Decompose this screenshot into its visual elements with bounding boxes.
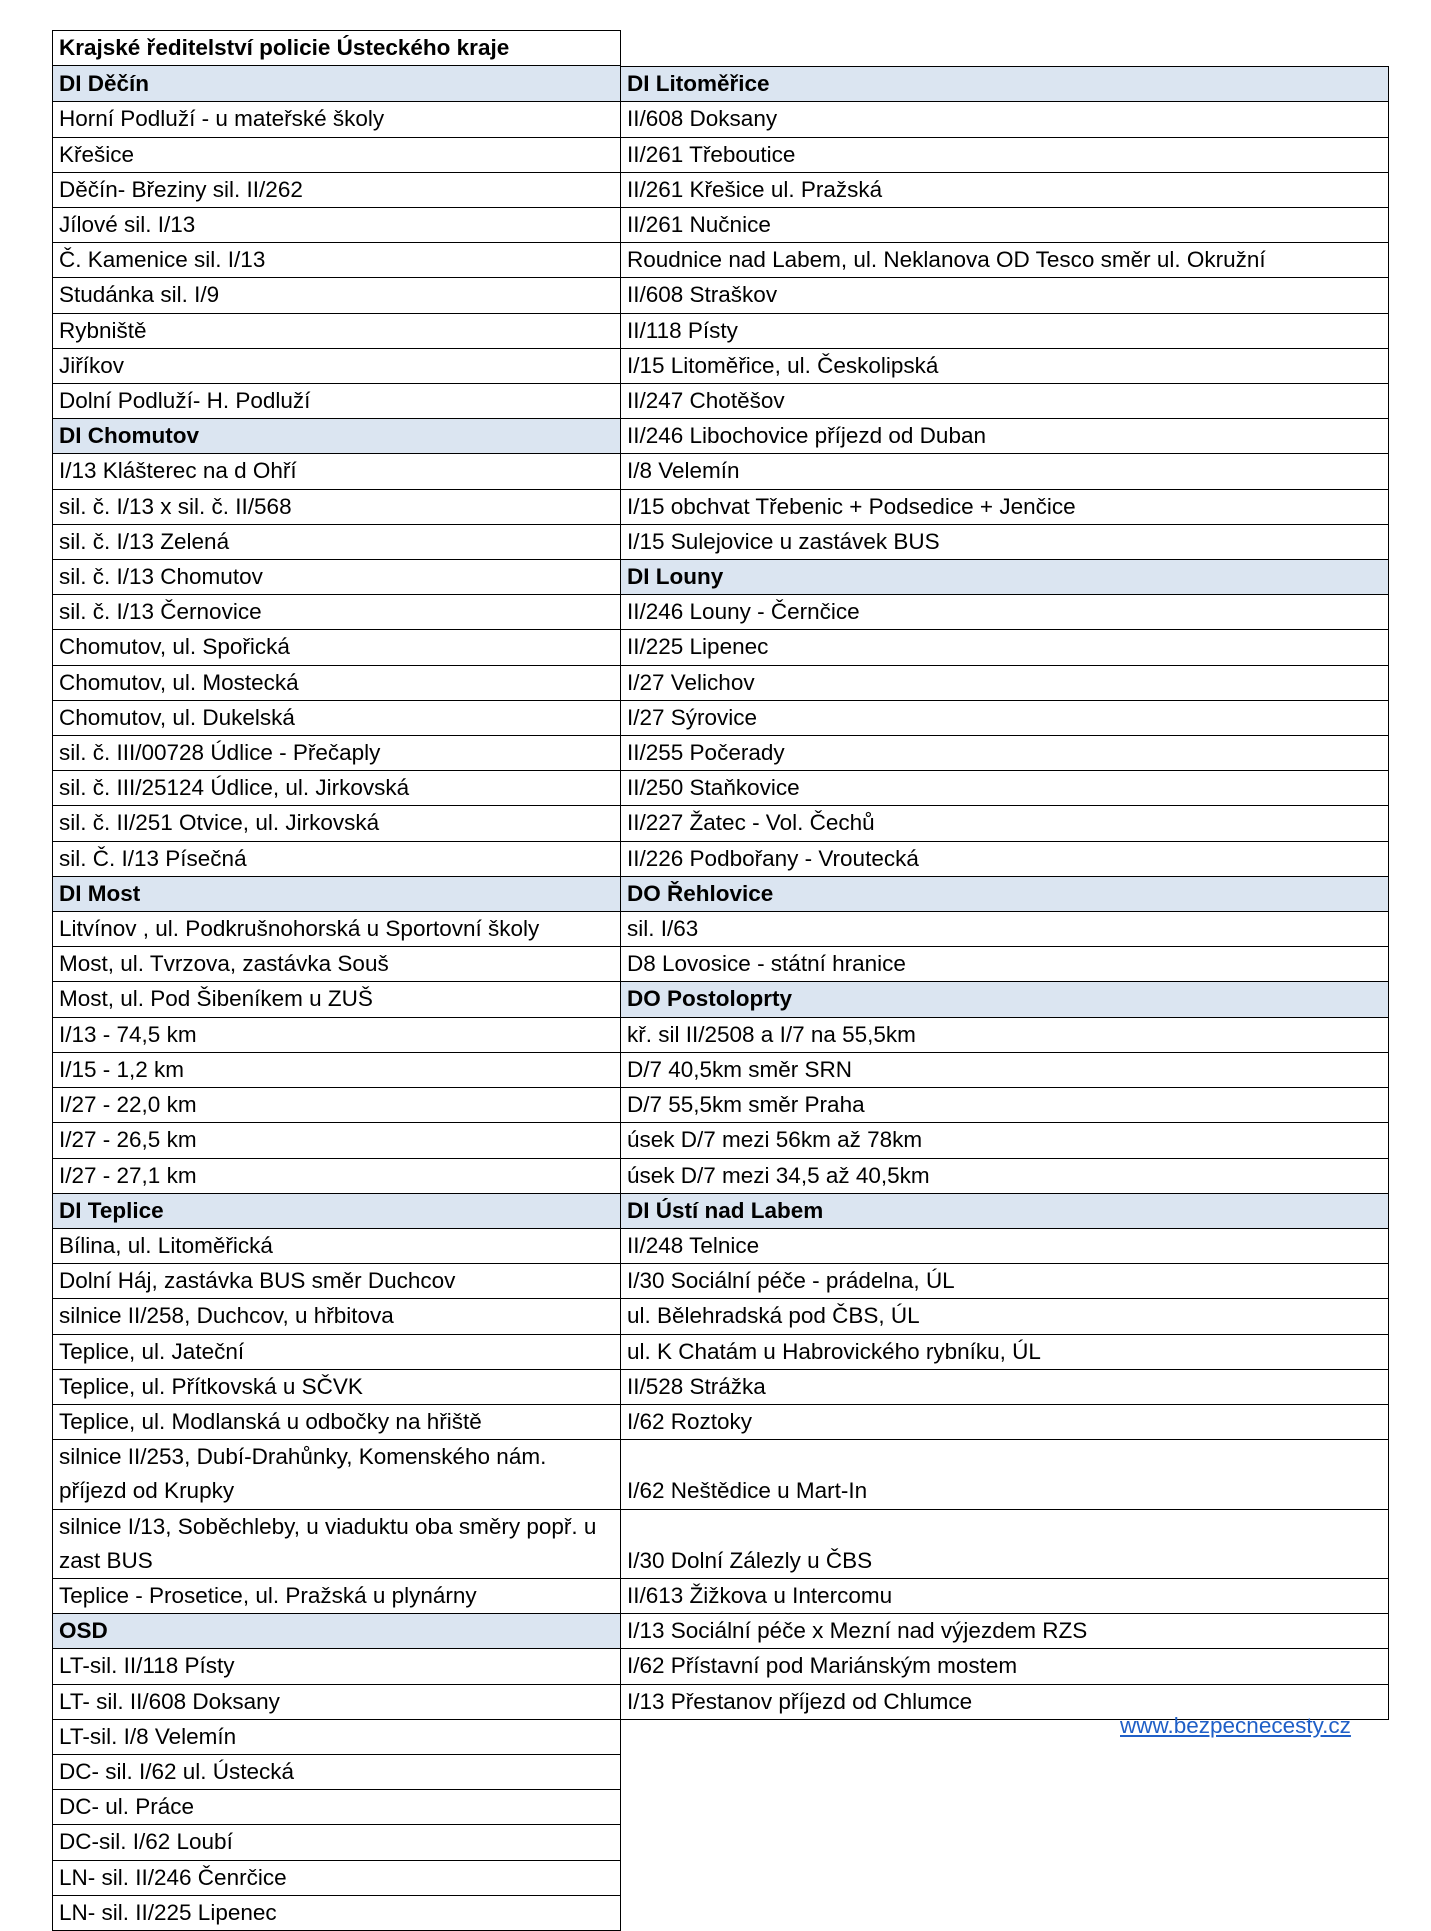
location-cell-right: D/7 55,5km směr Praha <box>621 1088 1389 1123</box>
table-row <box>52 982 1389 1017</box>
table-row <box>52 1755 1389 1790</box>
table-row <box>52 877 1389 912</box>
location-cell-left: Chomutov, ul. Spořická <box>52 630 621 665</box>
location-cell-right: II/248 Telnice <box>621 1229 1389 1264</box>
table-row <box>52 595 1389 630</box>
table-row <box>52 1896 1389 1931</box>
table-row <box>52 419 1389 454</box>
table-row <box>52 243 1389 278</box>
location-cell-right: II/225 Lipenec <box>621 630 1389 665</box>
location-cell-left: Č. Kamenice sil. I/13 <box>52 243 621 278</box>
table-row <box>52 1299 1389 1334</box>
location-cell-left: DC- ul. Práce <box>52 1790 621 1825</box>
location-cell-left: sil. č. I/13 Zelená <box>52 525 621 560</box>
table-row <box>52 138 1389 173</box>
location-cell-right: I/30 Dolní Zálezly u ČBS <box>621 1510 1389 1579</box>
location-cell-left: Chomutov, ul. Dukelská <box>52 701 621 736</box>
location-cell-right: I/15 obchvat Třebenic + Podsedice + Jenčice <box>621 490 1389 525</box>
location-cell-left: LN- sil. II/246 Čenrčice <box>52 1861 621 1896</box>
location-cell-right: II/613 Žižkova u Intercomu <box>621 1579 1389 1614</box>
table-row <box>52 1649 1389 1684</box>
location-cell-right: II/608 Doksany <box>621 102 1389 137</box>
location-cell-right: úsek D/7 mezi 34,5 až 40,5km <box>621 1159 1389 1194</box>
table-row <box>52 630 1389 665</box>
table-row <box>52 384 1389 419</box>
location-cell-left: sil. č. I/13 x sil. č. II/568 <box>52 490 621 525</box>
location-cell-left: I/15 - 1,2 km <box>52 1053 621 1088</box>
location-cell-left: Křešice <box>52 138 621 173</box>
district-header-left: DI Děčín <box>52 66 621 102</box>
police-locations-table <box>52 30 1389 1931</box>
table-row <box>52 947 1389 982</box>
location-cell-left: sil. č. I/13 Chomutov <box>52 560 621 595</box>
location-cell-left: Teplice, ul. Jateční <box>52 1335 621 1370</box>
location-cell-right: I/8 Velemín <box>621 454 1389 489</box>
location-cell-right: II/227 Žatec - Vol. Čechů <box>621 806 1389 841</box>
table-row <box>52 66 1389 102</box>
location-cell-right: ul. K Chatám u Habrovického rybníku, ÚL <box>621 1335 1389 1370</box>
location-cell-left: LT-sil. I/8 Velemín <box>52 1720 621 1755</box>
table-row <box>52 1790 1389 1825</box>
location-cell-right: II/226 Podbořany - Vroutecká <box>621 842 1389 877</box>
location-cell-right: II/528 Strážka <box>621 1370 1389 1405</box>
table-row <box>52 278 1389 313</box>
location-cell-right: II/608 Straškov <box>621 278 1389 313</box>
location-cell-right: I/62 Neštědice u Mart-In <box>621 1440 1389 1509</box>
district-header-left: DI Most <box>52 877 621 912</box>
table-row <box>52 490 1389 525</box>
location-cell-left: Dolní Háj, zastávka BUS směr Duchcov <box>52 1264 621 1299</box>
district-header-right: DO Postoloprty <box>621 982 1389 1017</box>
location-cell-left: Bílina, ul. Litoměřická <box>52 1229 621 1264</box>
table-row <box>52 1123 1389 1158</box>
location-cell-right: úsek D/7 mezi 56km až 78km <box>621 1123 1389 1158</box>
location-cell-right: II/261 Nučnice <box>621 208 1389 243</box>
table-title-row <box>52 30 1389 66</box>
table-row <box>52 314 1389 349</box>
district-header-right: DI Litoměřice <box>621 66 1389 102</box>
table-row <box>52 1335 1389 1370</box>
location-cell-left: silnice II/253, Dubí-Drahůnky, Komenského nám. příjezd od Krupky <box>52 1440 621 1509</box>
table-row <box>52 1194 1389 1229</box>
location-cell-left: Most, ul. Tvrzova, zastávka Souš <box>52 947 621 982</box>
district-header-left: DI Teplice <box>52 1194 621 1229</box>
location-cell-left: I/13 Klášterec na d Ohří <box>52 454 621 489</box>
location-cell-left: Teplice, ul. Modlanská u odbočky na hřiště <box>52 1405 621 1440</box>
location-cell-left: Jílové sil. I/13 <box>52 208 621 243</box>
location-cell-left: DC-sil. I/62 Loubí <box>52 1825 621 1860</box>
location-cell-left: sil. č. I/13 Černovice <box>52 595 621 630</box>
table-row <box>52 349 1389 384</box>
location-cell-left: silnice II/258, Duchcov, u hřbitova <box>52 1299 621 1334</box>
table-row <box>52 771 1389 806</box>
table-row <box>52 1440 1389 1509</box>
district-header-left: OSD <box>52 1614 621 1649</box>
location-cell-left: Most, ul. Pod Šibeníkem u ZUŠ <box>52 982 621 1017</box>
location-cell-right: I/15 Litoměřice, ul. Českolipská <box>621 349 1389 384</box>
table-row <box>52 525 1389 560</box>
empty-cell <box>621 1896 1389 1931</box>
location-cell-left: I/13 - 74,5 km <box>52 1018 621 1053</box>
location-cell-left: Teplice, ul. Přítkovská u SČVK <box>52 1370 621 1405</box>
location-cell-right: II/246 Libochovice příjezd od Duban <box>621 419 1389 454</box>
table-row <box>52 1370 1389 1405</box>
empty-cell <box>621 1825 1389 1860</box>
empty-cell <box>621 1790 1389 1825</box>
table-row <box>52 454 1389 489</box>
location-cell-left: Teplice - Prosetice, ul. Pražská u plynárny <box>52 1579 621 1614</box>
location-cell-right: II/255 Počerady <box>621 736 1389 771</box>
location-cell-right: I/62 Přístavní pod Mariánským mostem <box>621 1649 1389 1684</box>
table-row <box>52 173 1389 208</box>
location-cell-right: II/261 Třeboutice <box>621 138 1389 173</box>
location-cell-right: I/62 Roztoky <box>621 1405 1389 1440</box>
table-row <box>52 1088 1389 1123</box>
district-header-right: DI Ústí nad Labem <box>621 1194 1389 1229</box>
location-cell-left: I/27 - 22,0 km <box>52 1088 621 1123</box>
table-title: Krajské ředitelství policie Ústeckého kraje <box>52 30 621 66</box>
table-row <box>52 1614 1389 1649</box>
location-cell-left: Děčín- Březiny sil. II/262 <box>52 173 621 208</box>
location-cell-right: D/7 40,5km směr SRN <box>621 1053 1389 1088</box>
location-cell-left: Horní Podluží - u mateřské školy <box>52 102 621 137</box>
district-header-left: DI Chomutov <box>52 419 621 454</box>
table-row <box>52 736 1389 771</box>
location-cell-left: silnice I/13, Soběchleby, u viaduktu oba směry popř. u zast BUS <box>52 1510 621 1579</box>
location-cell-right: I/15 Sulejovice u zastávek BUS <box>621 525 1389 560</box>
location-cell-right: I/13 Přestanov příjezd od Chlumce <box>621 1685 1389 1720</box>
location-cell-left: sil. č. III/25124 Údlice, ul. Jirkovská <box>52 771 621 806</box>
table-body <box>52 66 1389 1931</box>
empty-cell <box>621 1755 1389 1790</box>
location-cell-left: sil. č. II/251 Otvice, ul. Jirkovská <box>52 806 621 841</box>
district-header-right: DO Řehlovice <box>621 877 1389 912</box>
location-cell-right: I/27 Sýrovice <box>621 701 1389 736</box>
location-cell-right: II/261 Křešice ul. Pražská <box>621 173 1389 208</box>
location-cell-left: I/27 - 27,1 km <box>52 1159 621 1194</box>
website-link[interactable]: www.bezpecnecesty.cz <box>1120 1713 1351 1738</box>
table-row <box>52 806 1389 841</box>
location-cell-right: II/247 Chotěšov <box>621 384 1389 419</box>
location-cell-left: Dolní Podluží- H. Podluží <box>52 384 621 419</box>
location-cell-left: I/27 - 26,5 km <box>52 1123 621 1158</box>
table-row <box>52 102 1389 137</box>
location-cell-left: Rybniště <box>52 314 621 349</box>
location-cell-right: I/27 Velichov <box>621 666 1389 701</box>
location-cell-left: LT- sil. II/608 Doksany <box>52 1685 621 1720</box>
table-row <box>52 1825 1389 1860</box>
location-cell-right: Roudnice nad Labem, ul. Neklanova OD Tesco směr ul. Okružní <box>621 243 1389 278</box>
empty-cell <box>621 1861 1389 1896</box>
table-row <box>52 1159 1389 1194</box>
table-row <box>52 1510 1389 1579</box>
location-cell-left: Jiříkov <box>52 349 621 384</box>
location-cell-left: Chomutov, ul. Mostecká <box>52 666 621 701</box>
district-header-right: DI Louny <box>621 560 1389 595</box>
table-row <box>52 1229 1389 1264</box>
location-cell-right: ul. Bělehradská pod ČBS, ÚL <box>621 1299 1389 1334</box>
table-row <box>52 1264 1389 1299</box>
table-row <box>52 1579 1389 1614</box>
table-row <box>52 701 1389 736</box>
location-cell-left: LN- sil. II/225 Lipenec <box>52 1896 621 1931</box>
table-row <box>52 1405 1389 1440</box>
location-cell-right: sil. I/63 <box>621 912 1389 947</box>
location-cell-right: D8 Lovosice - státní hranice <box>621 947 1389 982</box>
table-row <box>52 560 1389 595</box>
table-row <box>52 666 1389 701</box>
table-row <box>52 1861 1389 1896</box>
location-cell-left: Studánka sil. I/9 <box>52 278 621 313</box>
table-row <box>52 1053 1389 1088</box>
location-cell-left: DC- sil. I/62 ul. Ústecká <box>52 1755 621 1790</box>
location-cell-right: II/246 Louny - Černčice <box>621 595 1389 630</box>
location-cell-left: sil. Č. I/13 Písečná <box>52 842 621 877</box>
location-cell-right: II/118 Písty <box>621 314 1389 349</box>
location-cell-right: II/250 Staňkovice <box>621 771 1389 806</box>
table-row <box>52 912 1389 947</box>
table-row <box>52 1018 1389 1053</box>
location-cell-right: I/13 Sociální péče x Mezní nad výjezdem RZS <box>621 1614 1389 1649</box>
empty-cell <box>621 30 1389 66</box>
location-cell-left: Litvínov , ul. Podkrušnohorská u Sportovní školy <box>52 912 621 947</box>
table-row <box>52 842 1389 877</box>
location-cell-right: kř. sil II/2508 a I/7 na 55,5km <box>621 1018 1389 1053</box>
location-cell-left: LT-sil. II/118 Písty <box>52 1649 621 1684</box>
location-cell-left: sil. č. III/00728 Údlice - Přečaply <box>52 736 621 771</box>
location-cell-right: I/30 Sociální péče - prádelna, ÚL <box>621 1264 1389 1299</box>
table-row <box>52 208 1389 243</box>
